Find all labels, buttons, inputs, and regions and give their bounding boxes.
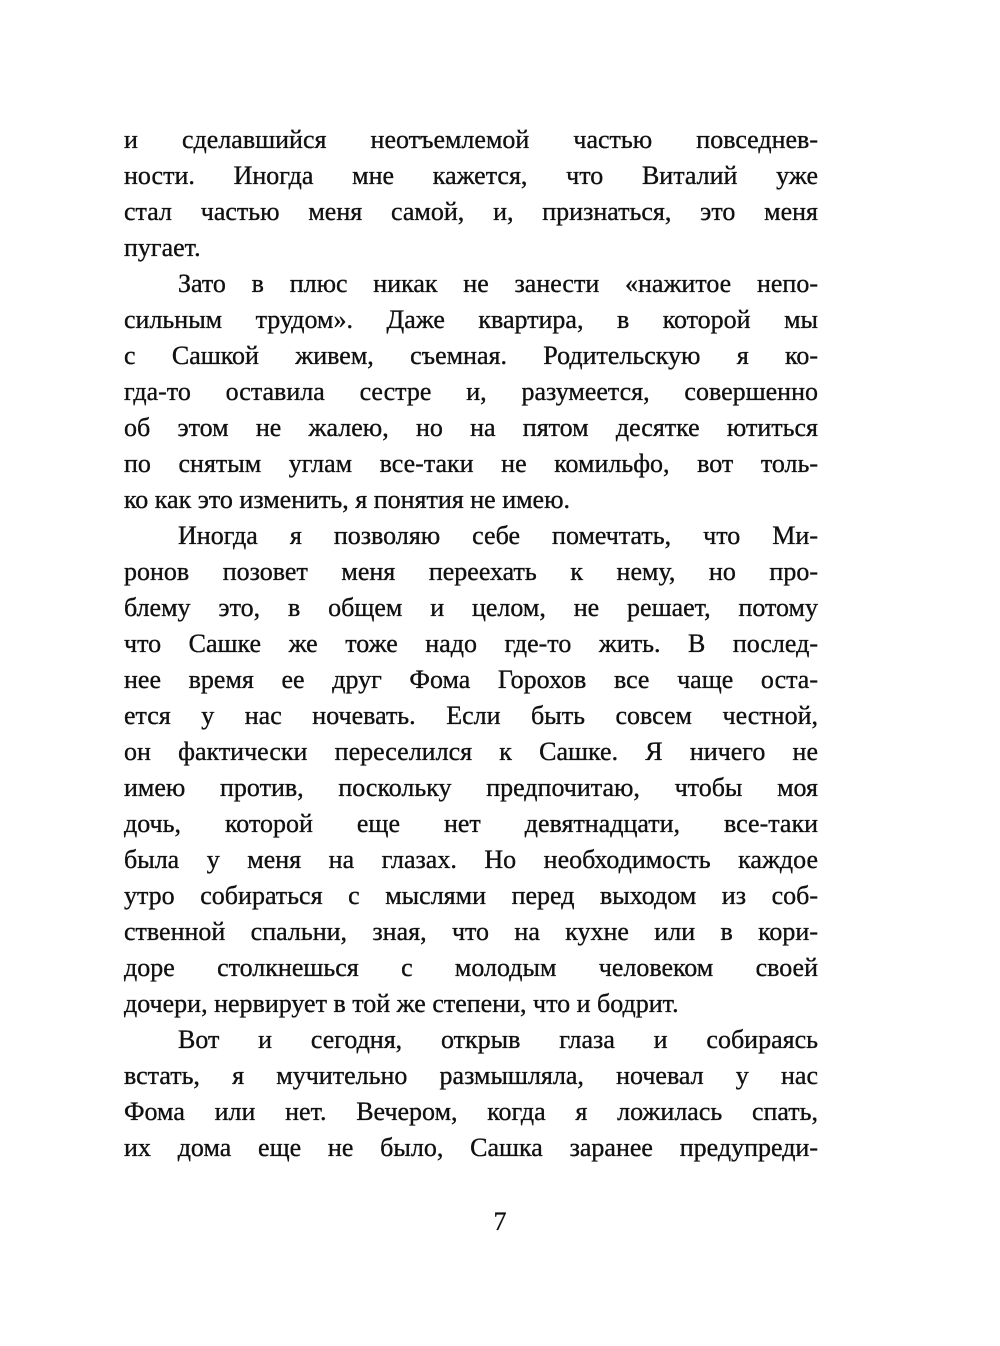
text-line: ется у нас ночевать. Если быть совсем честной, [124, 701, 818, 730]
text-line: нее время ее друг Фома Горохов все чаще оста- [124, 665, 818, 694]
text-line: Зато в плюс никак не занести «нажитое непо- [178, 269, 818, 298]
text-line: ронов позовет меня переехать к нему, но про- [124, 557, 818, 586]
text-line: была у меня на глазах. Но необходимость каждое [124, 845, 818, 874]
text-line: Вот и сегодня, открыв глаза и собираясь [178, 1025, 818, 1054]
text-line: с Сашкой живем, съемная. Родительскую я ко- [124, 341, 818, 370]
text-line: Фома или нет. Вечером, когда я ложилась спать, [124, 1097, 818, 1126]
page-text [124, 122, 818, 1166]
text-line: гда-то оставила сестре и, разумеется, совершенно [124, 377, 818, 406]
text-line: имею против, поскольку предпочитаю, чтобы моя [124, 773, 818, 802]
text-line: дочь, которой еще нет девятнадцати, все-таки [124, 809, 818, 838]
text-line: об этом не жалею, но на пятом десятке ютиться [124, 413, 818, 442]
text-line: ности. Иногда мне кажется, что Виталий уже [124, 161, 818, 190]
text-line: их дома еще не было, Сашка заранее предупреди- [124, 1133, 818, 1162]
text-line: ственной спальни, зная, что на кухне или в кори- [124, 917, 818, 946]
page-number: 7 [493, 1207, 507, 1236]
text-line: ко как это изменить, я понятия не имею. [124, 485, 571, 514]
text-line: Иногда я позволяю себе помечтать, что Ми- [178, 521, 818, 550]
text-line: блему это, в общем и целом, не решает, потому [124, 593, 818, 622]
text-line: пугает. [124, 233, 201, 262]
text-line: встать, я мучительно размышляла, ночевал у нас [124, 1061, 818, 1090]
text-line: дочери, нервирует в той же степени, что и бодрит. [124, 989, 679, 1018]
text-line: что Сашке же тоже надо где-то жить. В послед- [124, 629, 818, 658]
text-line: стал частью меня самой, и, признаться, это меня [124, 197, 818, 226]
text-line: утро собираться с мыслями перед выходом из соб- [124, 881, 818, 910]
text-line: сильным трудом». Даже квартира, в которой мы [124, 305, 818, 334]
text-line: и сделавшийся неотъемлемой частью повседнев- [124, 125, 818, 154]
text-line: доре столкнешься с молодым человеком своей [124, 953, 818, 982]
text-line: по снятым углам все-таки не комильфо, вот толь- [124, 449, 818, 478]
text-line: он фактически переселился к Сашке. Я ничего не [124, 737, 818, 766]
